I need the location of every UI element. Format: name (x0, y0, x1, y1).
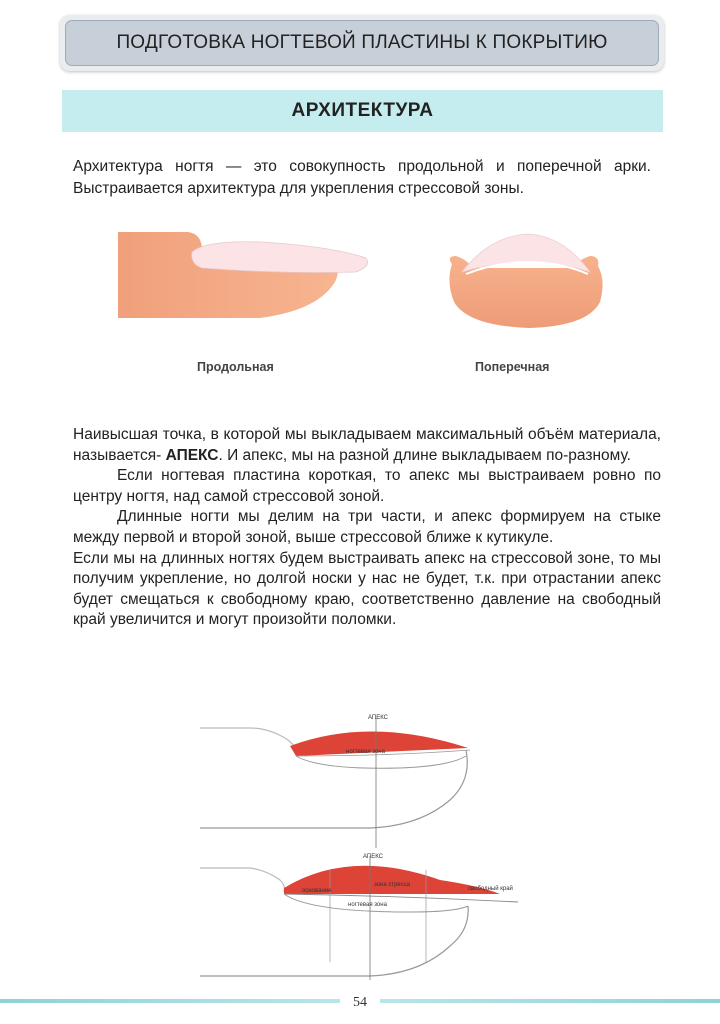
transverse-caption: Поперечная (475, 360, 550, 374)
longitudinal-caption: Продольная (197, 360, 274, 374)
section-bar (62, 90, 663, 132)
bottom-apex-label: АПЕКС (363, 854, 384, 860)
page-number: 54 (340, 995, 380, 1011)
longitudinal-finger-illustration (118, 232, 368, 318)
top-plate-label: ногтевая зона (346, 749, 385, 755)
p1-text-before: Наивысшая точка, в которой мы выкладываем максимальный объём материала, называется- (73, 426, 661, 464)
apex-term: АПЕКС (165, 446, 219, 464)
apex-diagram-long (200, 854, 518, 980)
p1-text-after: . И апекс, мы на разной длине выкладываем по-разному. (218, 446, 631, 464)
bottom-plate-label: ногтевая зона (348, 902, 387, 908)
apex-diagram (200, 710, 530, 980)
arch-figures (110, 222, 620, 392)
apex-diagram-short (200, 715, 470, 848)
paragraph-warning: Если мы на длинных ногтях будем выстраивать апекс на стрессовой зоне, то мы получим укрепление, но долгой носки у нас не будет, т.к. при отрастании апекс будет смещаться к свободному краю, соответственно давление на свободный край увеличится и могут произойти поломки. (73, 549, 661, 629)
body-text (73, 425, 661, 631)
page-header-title: ПОДГОТОВКА НОГТЕВОЙ ПЛАСТИНЫ К ПОКРЫТИЮ (116, 32, 608, 53)
paragraph-apex-definition (73, 425, 661, 466)
header-inner (65, 20, 659, 66)
section-title: АРХИТЕКТУРА (291, 100, 434, 121)
paragraph-short-nail: Если ногтевая пластина короткая, то апекс мы выстраиваем ровно по центру ногтя, над самой стрессовой зоной. (73, 467, 661, 505)
transverse-finger-illustration (449, 234, 602, 328)
intro-paragraph: Архитектура ногтя — это совокупность продольной и поперечной арки. Выстраивается архитектура для укрепления стрессовой зоны. (73, 158, 651, 197)
top-apex-label: АПЕКС (368, 715, 389, 721)
bottom-zone1-label: основание (302, 888, 332, 894)
header-banner (60, 15, 664, 71)
apex-diagram-svg (200, 710, 530, 980)
bottom-zone2-label: зона стресса (374, 882, 411, 888)
paragraph-long-nail: Длинные ногти мы делим на три части, и апекс формируем на стыке между первой и второй зоной, выше стрессовой ближе к кутикуле. (73, 508, 661, 546)
bottom-zone3-label: свободный край (468, 886, 513, 892)
